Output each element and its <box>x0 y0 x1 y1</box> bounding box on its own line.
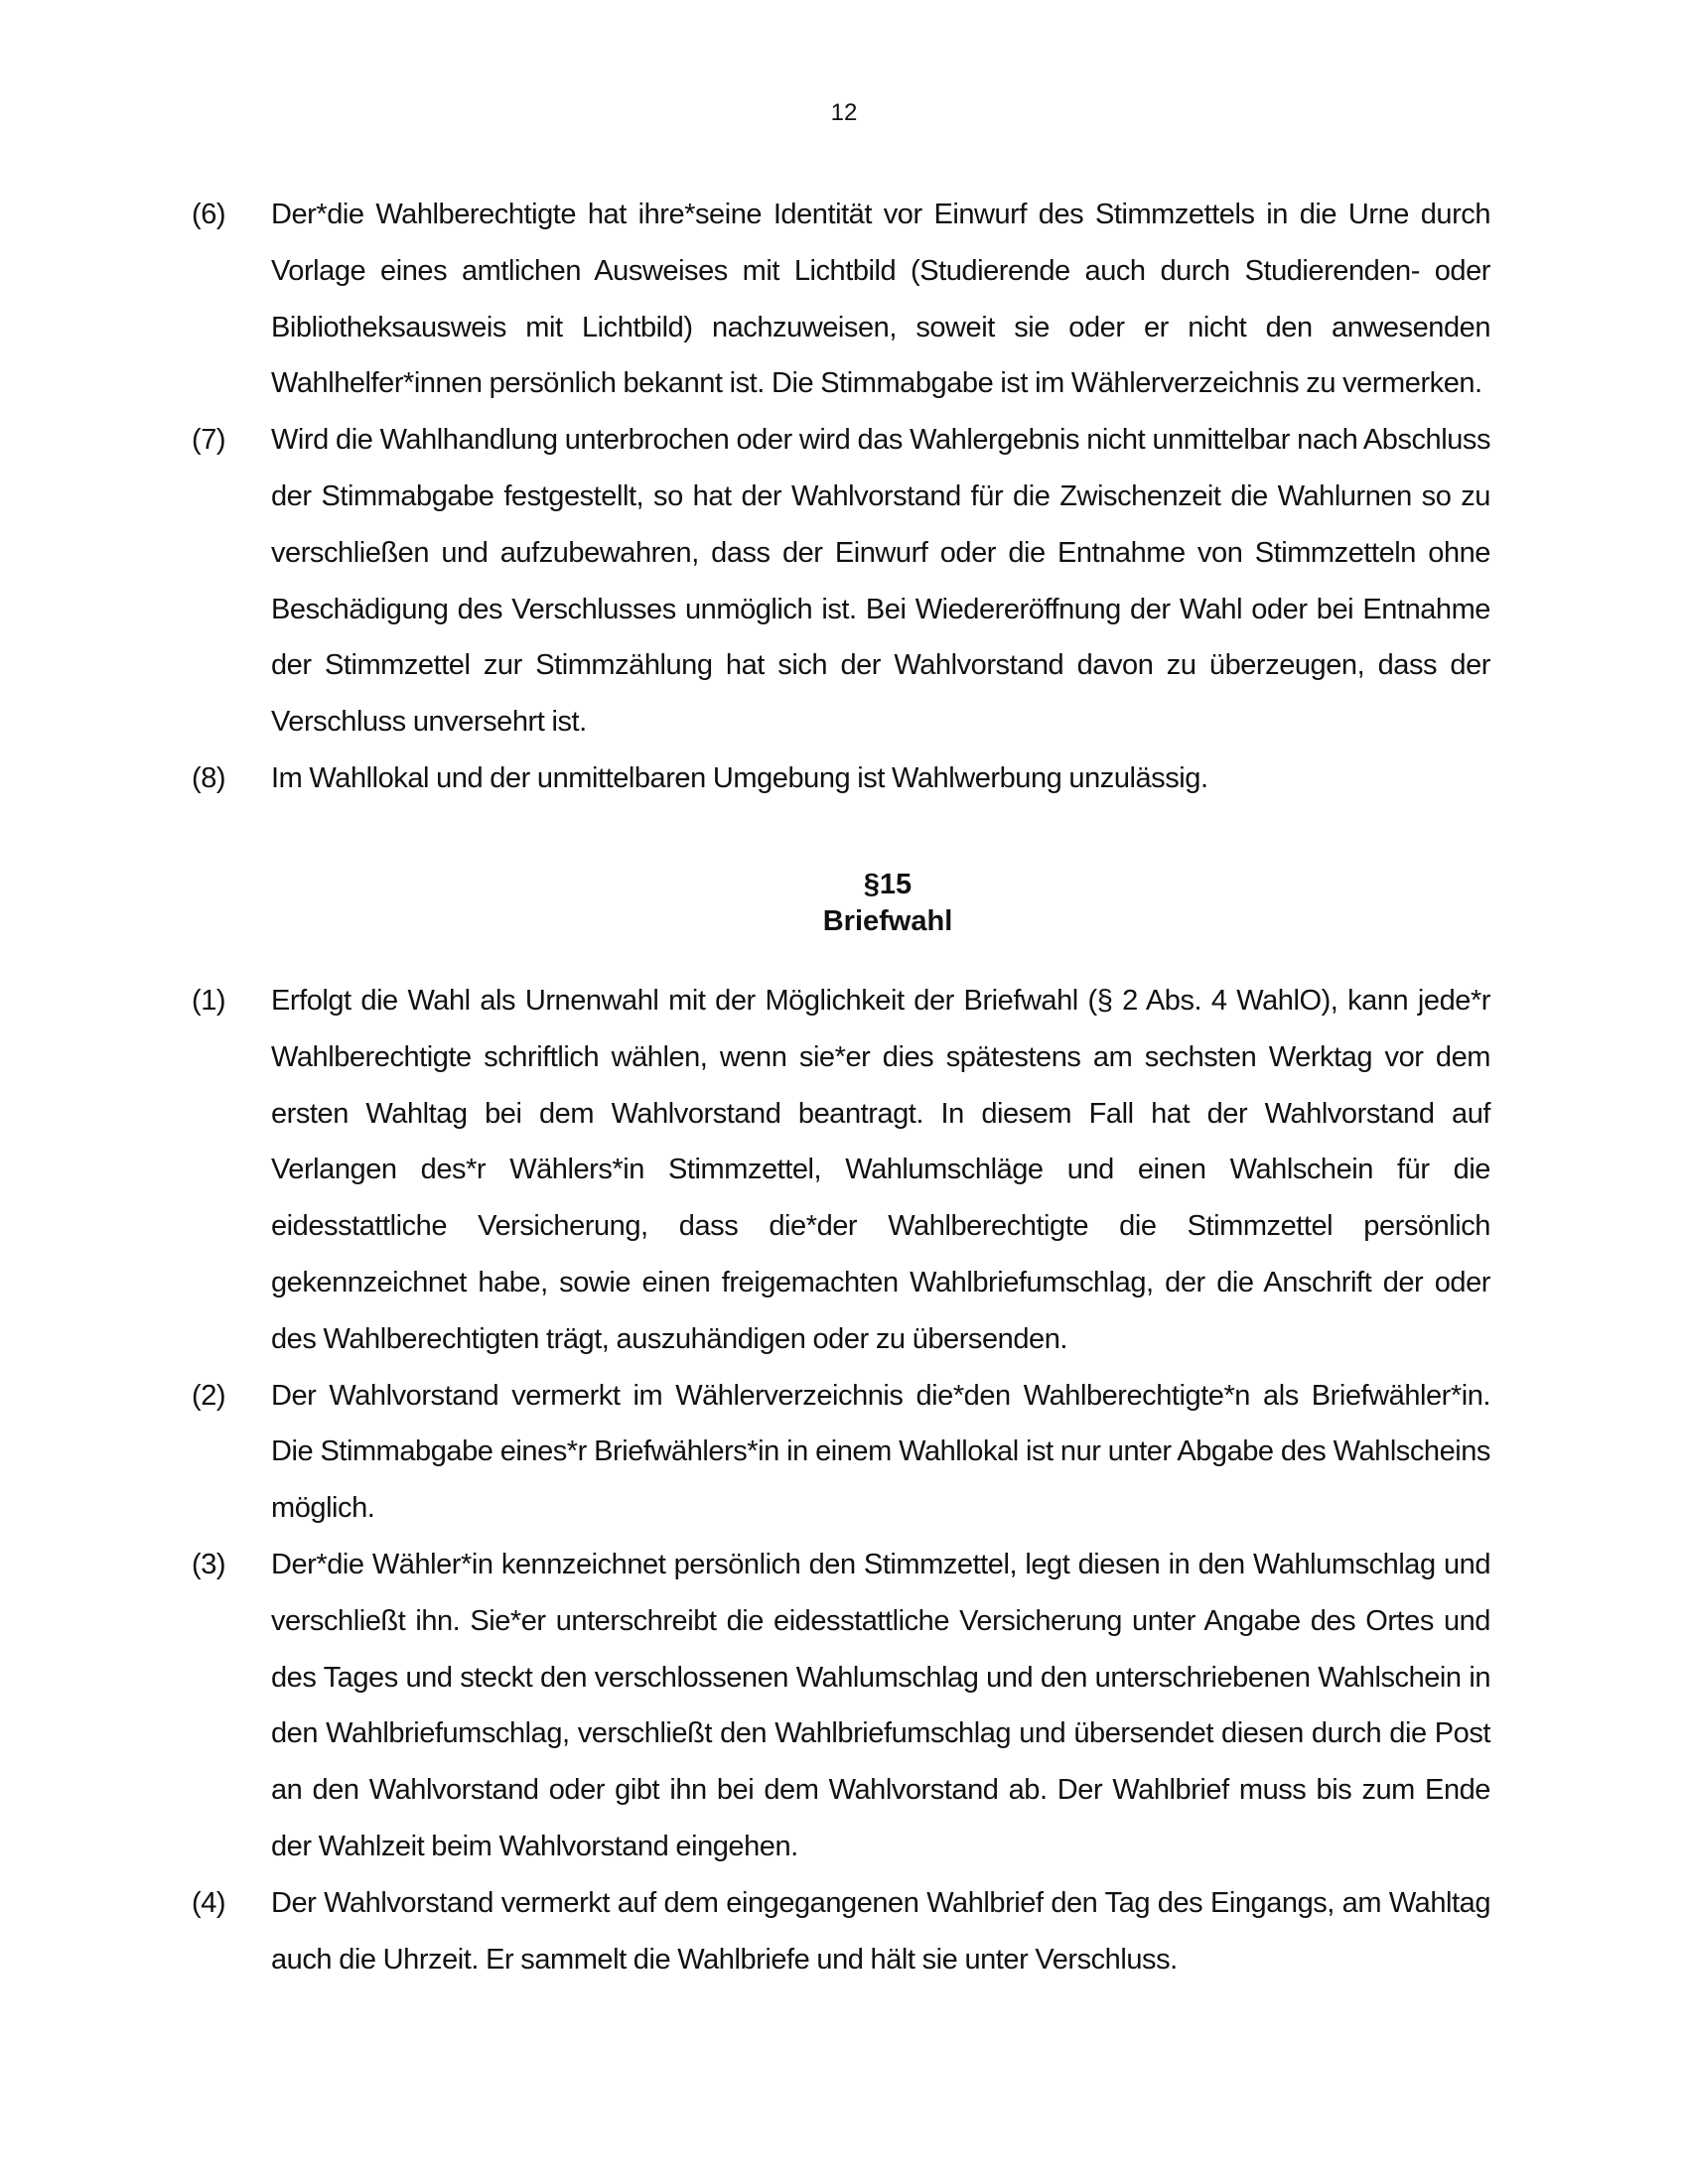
paragraph-2 <box>192 1368 1490 1537</box>
page-number: 12 <box>830 99 858 126</box>
paragraph-6 <box>192 187 1490 412</box>
paragraph-text: Der*die Wahlberechtigte hat ihre*seine Identität vor Einwurf des Stimmzettels in die Urne durch Vorlage eines amtlichen Ausweises mit Lichtbild (Studierende auch durch Studierenden- oder Bibliotheksausweis mit Lichtbild) nachzuweisen, soweit sie oder er nicht den anwesenden Wahlhelfer*innen persönlich bekannt ist. Die Stimmabgabe ist im Wählerverzeichnis zu vermerken. <box>271 199 1490 400</box>
paragraph-text: Erfolgt die Wahl als Urnenwahl mit der Möglichkeit der Briefwahl (§ 2 Abs. 4 WahlO), kann jede*r Wahlberechtigte schriftlich wählen, wenn sie*er dies spätestens am sechsten Werktag vor dem ersten Wahltag bei dem Wahlvorstand beantragt. In diesem Fall hat der Wahlvorstand auf Verlangen des*r Wählers*in Stimmzettel, Wahlumschläge und einen Wahlschein für die eidesstattliche Versicherung, dass die*der Wahlberechtigte die Stimmzettel persönlich gekennzeichnet habe, sowie einen freigemachten Wahlbriefumschlag, der die Anschrift der oder des Wahlberechtigten trägt, auszuhändigen oder zu übersenden. <box>271 985 1490 1355</box>
paragraph-number: (2) <box>192 1379 226 1412</box>
paragraph-7 <box>192 412 1490 751</box>
paragraph-number: (7) <box>192 424 226 457</box>
section-title: Briefwahl <box>822 905 953 937</box>
section-number: §15 <box>863 869 913 900</box>
paragraph-1 <box>192 973 1490 1368</box>
paragraph-4 <box>192 1875 1490 1988</box>
paragraph-3 <box>192 1537 1490 1875</box>
paragraph-text: Wird die Wahlhandlung unterbrochen oder wird das Wahlergebnis nicht unmittelbar nach Abschluss der Stimmabgabe festgestellt, so hat der Wahlvorstand für die Zwischenzeit die Wahlurnen so zu verschließen und aufzubewahren, dass der Einwurf oder die Entnahme von Stimmzetteln ohne Beschädigung des Verschlusses unmöglich ist. Bei Wiedereröffnung der Wahl oder bei Entnahme der Stimmzettel zur Stimmzählung hat sich der Wahlvorstand davon zu überzeugen, dass der Verschluss unversehrt ist. <box>271 424 1490 739</box>
paragraph-8 <box>192 751 1490 807</box>
paragraph-number: (4) <box>192 1886 226 1919</box>
paragraph-text: Der Wahlvorstand vermerkt im Wählerverzeichnis die*den Wahlberechtigte*n als Briefwähler*in. Die Stimmabgabe eines*r Briefwählers*in in einem Wahllokal ist nur unter Abgabe des Wahlscheins möglich. <box>271 1379 1490 1525</box>
paragraph-text: Der Wahlvorstand vermerkt auf dem eingegangenen Wahlbrief den Tag des Eingangs, am Wahltag auch die Uhrzeit. Er sammelt die Wahlbriefe und hält sie unter Verschluss. <box>271 1886 1490 1976</box>
section-heading <box>0 867 1688 940</box>
section-15-body <box>192 973 1490 1987</box>
section-continuation <box>192 187 1490 807</box>
paragraph-text: Im Wahllokal und der unmittelbaren Umgebung ist Wahlwerbung unzulässig. <box>271 761 1208 794</box>
paragraph-number: (6) <box>192 199 226 230</box>
paragraph-number: (1) <box>192 985 226 1017</box>
paragraph-number: (8) <box>192 761 226 794</box>
paragraph-text: Der*die Wähler*in kennzeichnet persönlich den Stimmzettel, legt diesen in den Wahlumschlag und verschließt ihn. Sie*er unterschreibt die eidesstattliche Versicherung unter Angabe des Ortes und des Tages und steckt den verschlossenen Wahlumschlag und den unterschriebenen Wahlschein in den Wahlbriefumschlag, verschließt den Wahlbriefumschlag und übersendet diesen durch die Post an den Wahlvorstand oder gibt ihn bei dem Wahlvorstand ab. Der Wahlbrief muss bis zum Ende der Wahlzeit beim Wahlvorstand eingehen. <box>271 1548 1490 1862</box>
paragraph-number: (3) <box>192 1548 226 1580</box>
